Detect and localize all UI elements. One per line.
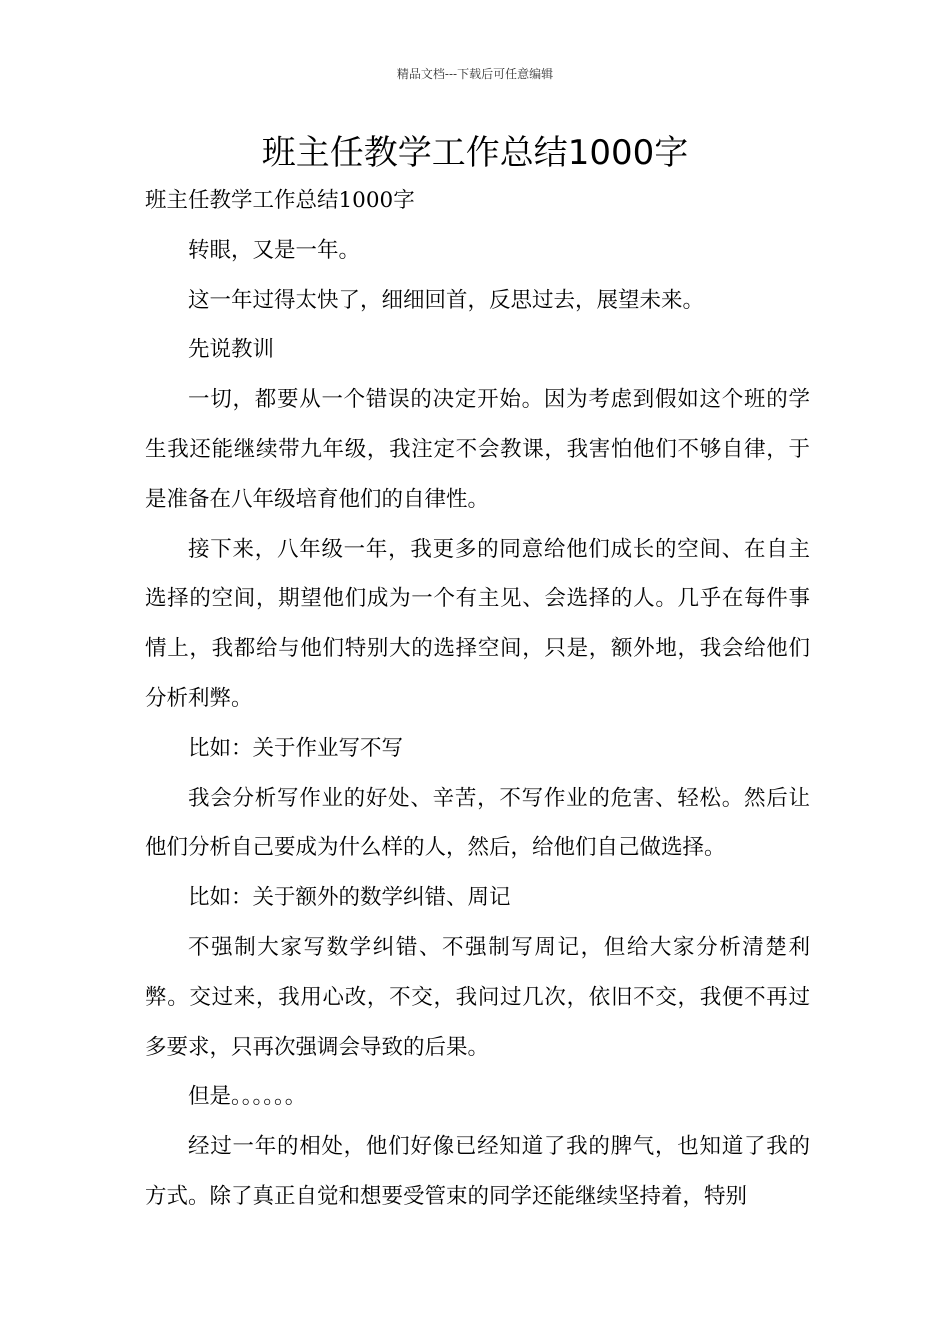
- paragraph: 转眼，又是一年。: [188, 237, 361, 263]
- example-heading: 比如：关于作业写不写: [188, 735, 404, 761]
- example-heading: 比如：关于额外的数学纠错、周记: [188, 885, 511, 911]
- paragraph: 这一年过得太快了，细细回首，反思过去，展望未来。: [188, 287, 705, 313]
- paragraph: 接下来，八年级一年，我更多的同意给他们成长的空间、在自主选择的空间，期望他们成为一个有主见、会选择的人。几乎在每件事情上，我都给与他们特别大的选择空间，只是，额外地，我会给他们分析利弊。: [145, 536, 810, 711]
- paragraph: 我会分析写作业的好处、辛苦，不写作业的危害、轻松。然后让他们分析自己要成为什么样的人，然后，给他们自己做选择。: [145, 785, 810, 861]
- document-body: [145, 176, 810, 1222]
- paragraph: 一切，都要从一个错误的决定开始。因为考虑到假如这个班的学生我还能继续带九年级，我注定不会教课，我害怕他们不够自律，于是准备在八年级培育他们的自律性。: [145, 387, 810, 512]
- section-heading: 先说教训: [188, 337, 275, 363]
- paragraph: 不强制大家写数学纠错、不强制写周记，但给大家分析清楚利弊。交过来，我用心改，不交，我问过几次，依旧不交，我便不再过多要求，只再次强调会导致的后果。: [145, 934, 810, 1060]
- document-title: 班主任教学工作总结1000字: [261, 133, 689, 173]
- page-header-note: 精品文档---下载后可任意编辑: [396, 67, 554, 81]
- paragraph: 经过一年的相处，他们好像已经知道了我的脾气，也知道了我的方式。除了真正自觉和想要受管束的同学还能继续坚持着，特别: [145, 1134, 810, 1209]
- paragraph-subtitle: 班主任教学工作总结1000字: [145, 188, 415, 213]
- paragraph: 但是。。。。。。: [188, 1084, 307, 1110]
